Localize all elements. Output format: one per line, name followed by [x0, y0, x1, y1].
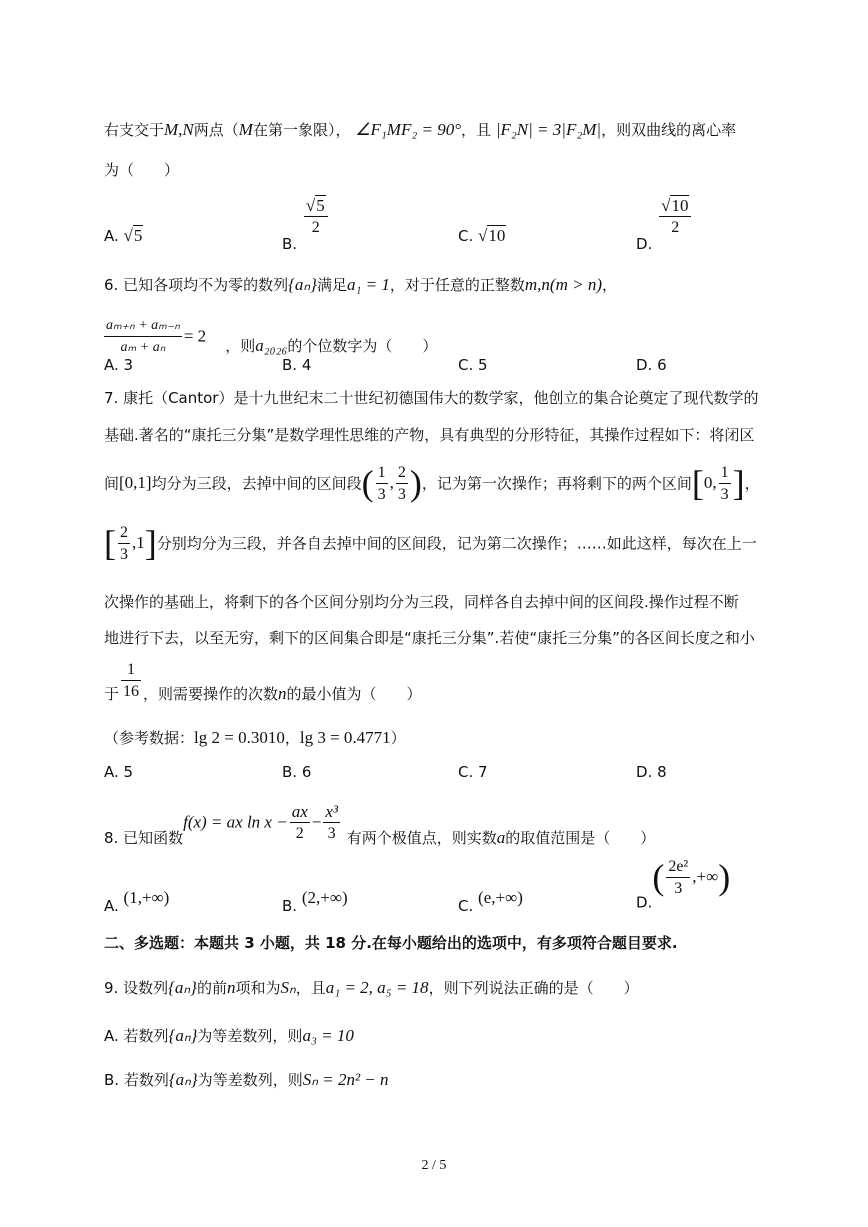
q7-text: 7. 康托（Cantor）是十九世纪末二十世纪初德国伟大的数学家，他创立的集合论奠定了现代数学的: [104, 389, 759, 407]
q8-option-d: [636, 856, 730, 912]
option-text: 4: [301, 356, 312, 374]
q7-reference: [104, 728, 406, 748]
numerator: 2e²: [666, 857, 690, 878]
q7-text: 次操作的基础上，将剩下的各个区间分别均分为三段，同样各自去掉中间的区间段.操作过程不断: [104, 593, 739, 611]
q7-lg2: lg 2 = 0.3010: [194, 728, 285, 747]
q9-text: 的前: [196, 979, 227, 997]
denominator: 2: [295, 825, 304, 842]
denominator: 2: [311, 219, 320, 236]
radicand: 5: [133, 226, 143, 245]
option-text: 7: [478, 763, 488, 781]
q6-text: 满足: [316, 276, 347, 294]
q6-option-d: [636, 356, 667, 374]
q5-text: ，且: [461, 121, 492, 139]
option-label: A.: [104, 763, 119, 781]
fraction: [666, 857, 690, 898]
q6-text: 6. 已知各项均不为零的数列: [104, 276, 289, 294]
q7-option-c: [458, 763, 488, 781]
open-bracket: [: [691, 463, 704, 503]
q6-option-c: [458, 356, 488, 374]
q5-relation: |F₂N| = 3|F₂M|: [495, 120, 602, 139]
q9-sn: Sₙ: [280, 978, 296, 997]
q5-point-m: M: [238, 120, 253, 139]
q6-line-1: [104, 275, 617, 295]
option-label: C.: [458, 227, 474, 245]
q5-points: M,N: [164, 120, 194, 139]
option-text: (1,+∞): [123, 888, 170, 907]
fraction: [304, 196, 328, 237]
close-bracket: ]: [144, 523, 157, 563]
q5-line-2: [104, 160, 179, 180]
sqrt-expression: √5: [123, 226, 143, 245]
q5-option-b: [282, 196, 330, 253]
q9-var-n: n: [226, 978, 236, 997]
denominator: aₘ + aₙ: [120, 340, 166, 355]
q7-text: 均分为三段，去掉中间的区间段: [151, 474, 362, 493]
option-label: A.: [104, 897, 119, 915]
q9-sequence: {aₙ}: [168, 1026, 198, 1045]
q5-question-end: 为（ ）: [104, 161, 180, 179]
q7-text: 间: [104, 474, 120, 493]
q7-line-2: [104, 425, 754, 445]
option-text: 5: [123, 763, 134, 781]
q7-text: 地进行下去，以至无穷，剩下的区间集合即是“康托三分集”.若使“康托三分集”的各区间长度之和小: [104, 629, 755, 647]
q8-option-a: [104, 888, 169, 915]
q9-text: 项和为: [235, 979, 281, 997]
q9-sequence: {aₙ}: [168, 1070, 198, 1089]
q5-option-a: [104, 226, 143, 246]
q7-text: 基础.著名的“康托三分集”是数学理性思维的产物，具有典型的分形特征，其操作过程如下：将闭区: [104, 426, 755, 444]
q8-text: 8. 已知函数: [104, 829, 184, 847]
close-paren: ): [718, 857, 731, 897]
open-paren: (: [652, 857, 665, 897]
q9-text: 9. 设数列: [104, 979, 169, 997]
option-text: 6: [657, 356, 667, 374]
q7-text: ，: [284, 729, 300, 747]
option-label: C.: [458, 356, 474, 374]
option-text: (2,+∞): [301, 888, 348, 907]
denominator: 16: [123, 683, 140, 700]
q7-text: ，记为第一次操作；再将剩下的两个区间: [421, 474, 692, 493]
q7-line-1: [104, 388, 758, 408]
radicand: 10: [671, 196, 689, 215]
q6-condition: a₁ = 1: [346, 275, 390, 294]
option-label: B.: [282, 763, 298, 781]
q7-option-d: [636, 763, 667, 781]
q9-line: [104, 978, 639, 998]
q5-line-1: [104, 120, 736, 140]
option-label: C.: [458, 897, 474, 915]
radicand: 5: [316, 196, 325, 215]
q6-text: 的个位数字为（ ）: [287, 337, 438, 355]
q9-text: B. 若数列: [104, 1071, 169, 1089]
denominator: 3: [327, 825, 336, 842]
open-bracket: [: [104, 523, 116, 563]
q6-term: a₂₀₂₆: [255, 336, 288, 355]
option-text: 8: [657, 763, 667, 781]
numerator: √10: [659, 196, 691, 217]
q6-option-a: [104, 356, 133, 374]
q5-text: 在第一象限），: [252, 121, 351, 139]
q8-line: [104, 802, 655, 848]
fraction: $\frac{1}{3}$: [377, 463, 386, 503]
fraction: [323, 802, 340, 843]
option-label: C.: [458, 763, 474, 781]
q7-text: （参考数据：: [104, 729, 195, 747]
close-bracket: ]: [732, 463, 745, 503]
numerator: √5: [304, 196, 328, 217]
option-text: ,+∞: [692, 867, 719, 886]
q9-option-b: [104, 1070, 389, 1090]
option-label: D.: [636, 763, 653, 781]
fraction: $\frac{1}{3}$: [720, 463, 729, 503]
q7-text: 分别均分为三段，并各自去掉中间的区间段，记为第二次操作；……如此这样，每次在上一: [156, 534, 757, 553]
q7-interval: [0,1]: [119, 473, 152, 492]
option-text: (e,+∞): [478, 888, 523, 907]
q7-text: 于: [104, 685, 120, 703]
q9-text: 为等差数列，则: [197, 1027, 303, 1045]
q5-option-c: [458, 226, 506, 246]
q5-text: ，则双曲线的离心率: [601, 121, 737, 139]
denominator: 2: [671, 219, 680, 236]
option-text: 6: [301, 763, 312, 781]
q7-option-b: [282, 763, 311, 781]
fraction: [290, 802, 310, 843]
q7-line-6: [104, 628, 755, 648]
option-label: A.: [104, 356, 119, 374]
option-label: D.: [636, 356, 653, 374]
numerator: ax: [291, 802, 308, 821]
page-number: 2 / 5: [421, 1158, 447, 1173]
q8-var-a: a: [496, 828, 506, 847]
q7-text: ）: [390, 729, 406, 747]
q7-line-4: [ $\frac{2}{3}$ ,1]分别均分为三段，并各自去掉中间的区间段，记为第二次操作；……如此这样，每次在上一: [104, 523, 757, 563]
q9-text: ，且: [295, 979, 326, 997]
q6-text: ，: [602, 276, 618, 294]
fraction: [121, 660, 141, 701]
q7-text: ，: [744, 474, 760, 493]
radicand: 10: [488, 226, 506, 245]
q8-text: 有两个极值点，则实数: [346, 829, 497, 847]
q5-angle: ∠F₁MF₂ = 90°: [355, 120, 462, 139]
option-text: 3: [123, 356, 134, 374]
denominator: 3: [674, 879, 683, 897]
q7-line-7: [104, 660, 422, 704]
q9-text: ，则下列说法正确的是（ ）: [428, 979, 639, 997]
q6-text: ，则: [225, 337, 256, 355]
close-paren: ): [409, 463, 422, 503]
q6-text: ，对于任意的正整数: [389, 276, 525, 294]
q9-sequence: {aₙ}: [168, 978, 197, 997]
q7-line-5: [104, 592, 739, 612]
numerator: x³: [325, 802, 338, 821]
sqrt-expression: √10: [478, 226, 506, 245]
option-label: B.: [282, 356, 298, 374]
q6-sequence: {aₙ}: [288, 275, 317, 294]
open-paren: (: [361, 463, 374, 503]
q6-equals: = 2: [183, 326, 207, 346]
q7-var-n: n: [278, 684, 287, 703]
q7-option-a: [104, 763, 133, 781]
q5-text: 两点（: [193, 121, 239, 139]
q7-text: 的最小值为（ ）: [286, 685, 422, 703]
q9-text: 为等差数列，则: [197, 1071, 303, 1089]
q6-line-2: [104, 316, 437, 357]
q5-text: 右支交于: [104, 121, 165, 139]
q6-integers: m,n(m > n): [524, 275, 602, 294]
q7-line-3: 间[0,1]均分为三段，去掉中间的区间段( $\frac{1}{3}$ , $\frac{2}{3}$ )，记为第一次操作；再将剩下的两个区间[0, $\frac{1}{3}$ ]，: [104, 463, 760, 503]
q8-option-b: [282, 888, 348, 915]
option-label: B.: [282, 235, 298, 253]
fraction: $\frac{2}{3}$: [397, 463, 406, 503]
fraction: $\frac{2}{3}$: [120, 523, 128, 563]
numerator: aₘ₊ₙ + aₘ₋ₙ: [104, 316, 182, 337]
q9-option-a: [104, 1026, 354, 1046]
q6-option-b: [282, 356, 311, 374]
q7-lg3: lg 3 = 0.4771: [299, 728, 391, 747]
option-label: D.: [636, 893, 653, 912]
option-label: D.: [636, 235, 653, 253]
q8-function: f(x) = ax ln x −: [183, 812, 288, 832]
q5-option-d: [636, 196, 693, 253]
option-label: B.: [282, 897, 298, 915]
q9-condition: a₁ = 2, a₅ = 18: [325, 978, 429, 997]
q9-option-b-formula: Sₙ = 2n² − n: [302, 1070, 389, 1089]
q8-minus: −: [311, 812, 322, 832]
fraction: [659, 196, 691, 237]
q7-text: ，则需要操作的次数: [143, 685, 279, 703]
q8-option-c: [458, 888, 523, 915]
q9-text: A. 若数列: [104, 1027, 169, 1045]
option-label: A.: [104, 227, 119, 245]
q6-fraction: [104, 316, 182, 357]
q9-option-a-formula: a₃ = 10: [302, 1026, 354, 1045]
q8-text: 的取值范围是（ ）: [505, 829, 656, 847]
option-text: 5: [478, 356, 488, 374]
section-heading: 二、多选题：本题共 3 小题，共 18 分.在每小题给出的选项中，有多项符合题目要求.: [104, 934, 678, 952]
numerator: 1: [121, 660, 141, 681]
